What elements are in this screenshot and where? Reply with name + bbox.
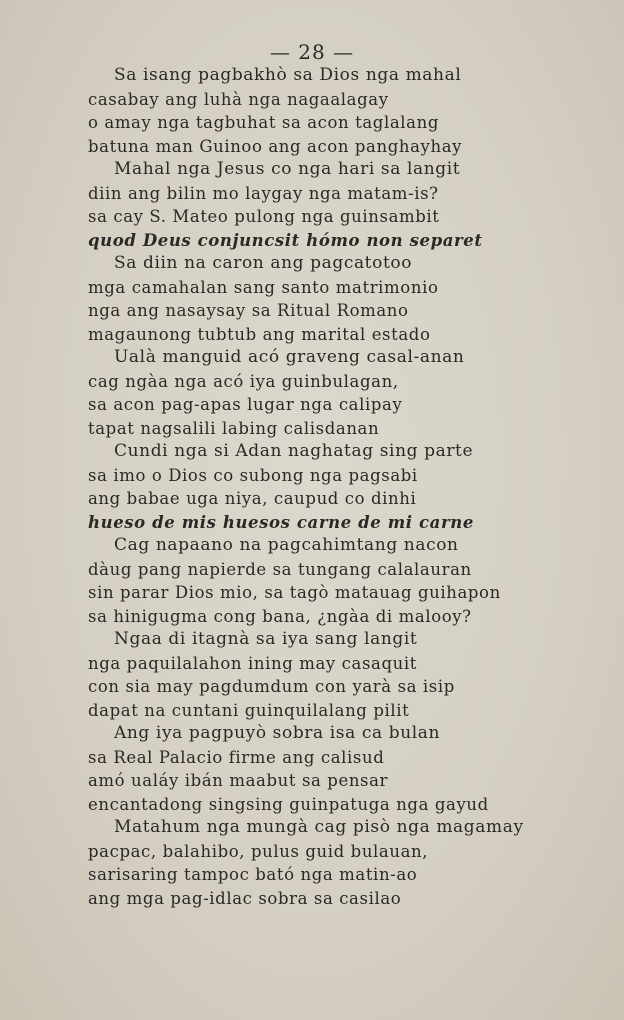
verse-line: Mahal nga Jesus co nga hari sa langit (114, 159, 461, 179)
verse-line: sa Real Palacio firme ang calisud (88, 747, 385, 767)
verse-line: mga camahalan sang santo matrimonio (88, 277, 439, 297)
latin-verse-line: hueso de mis huesos carne de mi carne (88, 512, 474, 532)
verse-line: o amay nga tagbuhat sa acon taglalang (88, 113, 439, 132)
verse-line: nga paquilalahon ining may casaquit (88, 653, 417, 673)
verse-line: Cag napaano na pagcahimtang nacon (114, 535, 459, 555)
stanza (88, 440, 568, 534)
verse-line: pacpac, balahibo, pulus guid bulauan, (88, 841, 429, 861)
verse-line: sa cay S. Mateo pulong nga guinsambit (88, 207, 440, 226)
latin-verse-line: quod Deus conjuncsit hómo non separet (88, 230, 483, 250)
stanza (88, 346, 568, 440)
verse-line: magaunong tubtub ang marital estado (88, 324, 431, 344)
verse-line: nga ang nasaysay sa Ritual Romano (88, 301, 409, 320)
verse-line: ang babae uga niya, caupud co dinhi (88, 489, 417, 508)
poem-body (88, 64, 568, 910)
stanza (88, 252, 568, 346)
stanza (88, 722, 568, 816)
verse-line: dapat na cuntani guinquilalang pilit (88, 700, 410, 720)
verse-line: Sa isang pagbakhò sa Dios nga mahal (114, 65, 462, 85)
verse-line: sarisaring tampoc bató nga matin-ao (88, 865, 418, 884)
verse-line: ang mga pag-idlac sobra sa casilao (88, 888, 402, 908)
verse-line: encantadong singsing guinpatuga nga gayud (88, 794, 489, 814)
verse-line: casabay ang luhà nga nagaalagay (88, 89, 389, 109)
stanza (88, 816, 568, 910)
verse-line: sa hinigugma cong bana, ¿ngàa di malooy? (88, 606, 472, 626)
verse-line: dàug pang napierde sa tungang calalauran (88, 559, 472, 579)
stanza (88, 158, 568, 252)
verse-line: cag ngàa nga acó iya guinbulagan, (88, 371, 399, 391)
verse-line: Cundi nga si Adan naghatag sing parte (114, 441, 474, 461)
verse-line: Matahum nga mungà cag pisò nga magamay (114, 817, 524, 837)
verse-line: Ualà manguid acó graveng casal-anan (114, 347, 465, 367)
stanza (88, 534, 568, 628)
verse-line: amó ualáy ibán maabut sa pensar (88, 771, 389, 790)
verse-line: sa acon pag-apas lugar nga calipay (88, 395, 403, 414)
stanza (88, 64, 568, 158)
verse-line: Ngaa di itagnà sa iya sang langit (114, 629, 418, 649)
verse-line: Ang iya pagpuyò sobra isa ca bulan (114, 723, 441, 743)
verse-line: Sa diin na caron ang pagcatotoo (114, 253, 413, 273)
verse-line: con sia may pagdumdum con yarà sa isip (88, 677, 455, 696)
verse-line: tapat nagsalili labing calisdanan (88, 418, 380, 438)
stanza (88, 628, 568, 722)
verse-line: batuna man Guinoo ang acon panghayhay (88, 136, 463, 156)
verse-line: diin ang bilin mo laygay nga matam-is? (88, 183, 439, 203)
verse-line: sin parar Dios mio, sa tagò matauag guihapon (88, 583, 501, 602)
page-number: — 28 — (269, 40, 355, 64)
verse-line: sa imo o Dios co subong nga pagsabi (88, 465, 418, 485)
